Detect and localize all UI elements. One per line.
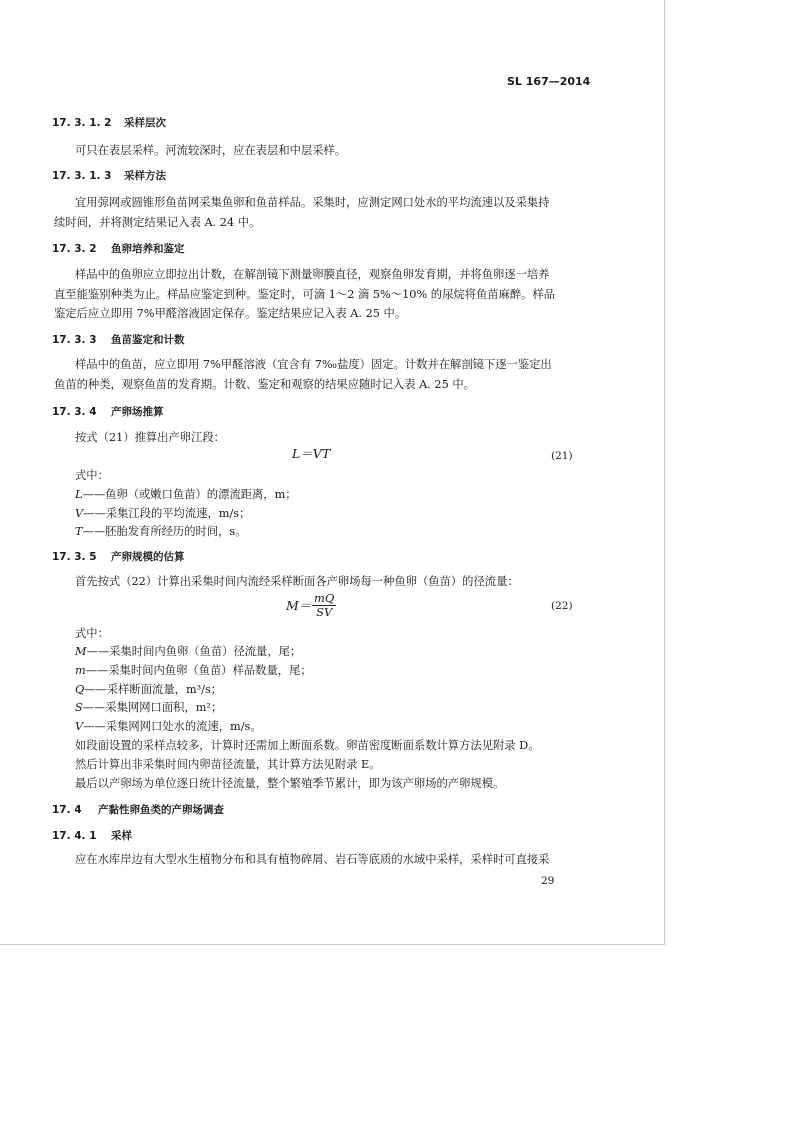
variable-text: ——采集江段的平均流速，m/s；: [83, 507, 251, 520]
section-title: 产卵规模的估算: [111, 551, 185, 563]
section-title: 鱼苗鉴定和计数: [111, 334, 185, 346]
fraction-denominator: SV: [316, 605, 333, 619]
fraction-numerator: mQ: [314, 591, 335, 605]
section-title: 产卵场推算: [111, 406, 164, 418]
where-label: 式中：: [75, 627, 109, 640]
section-title: 采样方法: [124, 170, 166, 182]
paragraph-line: 宜用弶网或圆锥形鱼苗网采集鱼卵和鱼苗样品。采集时，应测定网口处水的平均流速以及采集持: [75, 196, 550, 209]
paragraph-line: 应在水库岸边有大型水生植物分布和具有植物碎屑、岩石等底质的水域中采样，采样时可直接采: [75, 853, 550, 866]
section-number: 17. 3. 1. 3: [52, 170, 112, 182]
variable-definition: [75, 525, 247, 539]
variable-symbol: Q: [75, 683, 85, 696]
variable-text: ——鱼卵（或嫩口鱼苗）的漂流距离，m；: [82, 488, 297, 501]
variable-text: ——胚胎发育所经历的时间，s。: [82, 525, 247, 538]
section-title: 采样层次: [124, 117, 166, 129]
variable-symbol: V: [75, 507, 84, 520]
variable-definition: [75, 664, 312, 678]
variable-text: ——采集网网口处水的流速，m/s。: [83, 720, 262, 733]
variable-definition: [75, 645, 301, 659]
paragraph: 最后以产卵场为单位逐日统计径流量，整个繁殖季节累计，即为该产卵场的产卵规模。: [75, 777, 505, 790]
variable-symbol: m: [75, 664, 86, 677]
variable-definition: [75, 701, 222, 715]
section-title: 鱼卵培养和鉴定: [111, 243, 185, 255]
variable-symbol: V: [75, 720, 84, 733]
variable-text: ——采样断面流量，m³/s；: [84, 683, 223, 696]
standard-code-header: SL 167—2014: [507, 75, 591, 88]
variable-symbol: T: [75, 525, 83, 538]
variable-definition: [75, 683, 222, 697]
paragraph-line: 续时间，并将测定结果记入表 A. 24 中。: [54, 216, 261, 229]
equation-number: (21): [551, 450, 573, 462]
section-number: 17. 4. 1: [52, 830, 97, 842]
formula: L＝VT: [292, 446, 331, 461]
paragraph: 按式（21）推算出产卵江段：: [75, 431, 225, 444]
section-number: 17. 4: [52, 804, 82, 816]
paragraph-line: 直至能鉴别种类为止。样品应鉴定到种。鉴定时，可滴 1～2 滴 5%～10% 的尿烷将鱼苗麻醉。样品: [54, 288, 556, 301]
variable-text: ——采集时间内鱼卵（鱼苗）样品数量，尾；: [85, 664, 312, 677]
section-number: 17. 3. 3: [52, 334, 97, 346]
section-number: 17. 3. 5: [52, 551, 97, 563]
paragraph: 然后计算出非采集时间内卵苗径流量，其计算方法见附录 E。: [75, 758, 381, 771]
formula-fraction: [312, 592, 336, 619]
paragraph-line: 鱼苗的种类，观察鱼苗的发育期。计数、鉴定和观察的结果应随时记入表 A. 25 中。: [54, 378, 475, 391]
paragraph-line: 样品中的鱼卵应立即拉出计数，在解剖镜下测量卵膜直径，观察鱼卵发育期，并将鱼卵逐一培养: [75, 268, 550, 281]
variable-text: ——采集时间内鱼卵（鱼苗）径流量，尾；: [86, 645, 302, 658]
variable-definition: [75, 507, 250, 521]
equation-number: (22): [551, 600, 573, 612]
variable-symbol: M: [75, 645, 87, 658]
paragraph: 如段面设置的采样点较多，计算时还需加上断面系数。卵苗密度断面系数计算方法见附录 D。: [75, 739, 540, 752]
variable-symbol: L: [75, 488, 83, 501]
section-title: 产黏性卵鱼类的产卵场调查: [98, 804, 224, 816]
page-number: 29: [541, 875, 555, 887]
variable-text: ——采集网网口面积，m²；: [82, 701, 223, 714]
variable-definition: [75, 488, 297, 502]
section-number: 17. 3. 4: [52, 406, 97, 418]
section-number: 17. 3. 1. 2: [52, 117, 112, 129]
section-title: 采样: [111, 830, 132, 842]
paragraph: 首先按式（22）计算出采集时间内流经采样断面各产卵场每一种鱼卵（鱼苗）的径流量：: [75, 575, 519, 588]
paragraph-line: 样品中的鱼苗，应立即用 7%甲醛溶液（宜含有 7‰盐度）固定。计数并在解剖镜下逐一鉴定出: [75, 358, 552, 371]
formula-lhs: M＝: [286, 598, 312, 613]
where-label: 式中：: [75, 469, 109, 482]
paragraph: 可只在表层采样。河流较深时，应在表层和中层采样。: [75, 144, 347, 157]
variable-definition: [75, 720, 262, 734]
paragraph-line: 鉴定后应立即用 7%甲醛溶液固定保存。鉴定结果应记入表 A. 25 中。: [54, 307, 407, 320]
variable-symbol: S: [75, 701, 83, 714]
section-number: 17. 3. 2: [52, 243, 97, 255]
